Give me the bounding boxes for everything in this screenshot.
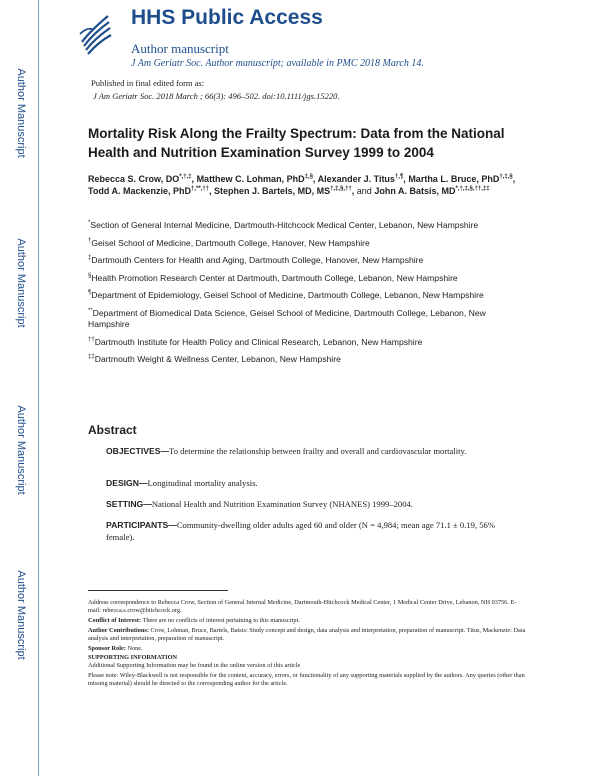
wiley-note: Please note: Wiley-Blackwell is not responsible for the content, accuracy, errors, or functionality of any supporting materials supplied by the authors. Any queries (other than missing material) should be directed to the corresponding author for the article. bbox=[88, 672, 525, 688]
affiliation: *Section of General Internal Medicine, Dartmouth-Hitchcock Medical Center, Lebanon, New Hampshire bbox=[88, 220, 479, 230]
footnote-divider bbox=[88, 590, 228, 591]
author-manuscript-label: Author manuscript bbox=[131, 41, 229, 56]
affiliation: ††Dartmouth Institute for Health Policy and Clinical Research, Lebanon, New Hampshire bbox=[88, 336, 423, 347]
author-name: Stephen J. Bartels, MD, MS bbox=[214, 186, 331, 196]
affiliation: ¶Department of Epidemiology, Geisel School of Medicine, Dartmouth College, Lebanon, New Hampshire bbox=[88, 290, 484, 300]
affiliations bbox=[88, 220, 528, 372]
paper-title: Mortality Risk Along the Frailty Spectrum: Data from the National Health and Nutrition Examination Survey 1999 to 2004 bbox=[88, 126, 505, 160]
author-name: Rebecca S. Crow, DO bbox=[88, 174, 180, 184]
affiliation: ‡‡Dartmouth Weight & Wellness Center, Lebanon, New Hampshire bbox=[88, 354, 341, 364]
contributions-note: Author Contributions: Crow, Lohman, Bruce, Bartels, Batsis: Study concept and design, data analysis and interpretation, preparation of manuscript. Titus, Mackenzie: Data analysis and interpretation, preparation of manuscript. bbox=[88, 626, 526, 642]
hhs-title: HHS Public Access bbox=[131, 6, 323, 29]
supporting-text: Additional Supporting Information may be found in the online version of this article bbox=[88, 662, 301, 670]
author-name: Matthew C. Lohman, PhD bbox=[196, 174, 305, 184]
sidebar-label: Author Manuscript bbox=[15, 238, 27, 328]
sidebar-label: Author Manuscript bbox=[15, 68, 27, 158]
author-name: Martha L. Bruce, PhD bbox=[408, 174, 500, 184]
correspondence-note: Address correspondence to Rebecca Crow, Section of General Internal Medicine, Dartmouth-Hitchcock Medical Center, 1 Medical Center Drive, Lebanon, NH 03756. E-mail: rebecca.s.crow@hitchcock.org. bbox=[88, 599, 517, 615]
author-name: Todd A. Mackenzie, PhD bbox=[88, 186, 192, 196]
abstract-design: DESIGN—Longitudinal mortality analysis. bbox=[106, 478, 258, 488]
affiliation: §Health Promotion Research Center at Dartmouth, Dartmouth College, Lebanon, New Hampshire bbox=[88, 272, 458, 283]
author-list: Rebecca S. Crow, DO*,†,‡, Matthew C. Lohman, PhD‡,§, Alexander J. Titus†,¶, Martha L. Bruce, PhD†,‡,§, Todd A. Mackenzie, PhD†,**,††, Stephen J. Bartels, MD, MS†,‡,§,††, and John A. Batsis, MD*,†,‡,§,††,‡‡ bbox=[88, 174, 516, 196]
author-name: John A. Batsis, MD bbox=[374, 186, 456, 196]
affiliation: ‡Dartmouth Centers for Health and Aging, Dartmouth College, Hanover, New Hampshire bbox=[88, 255, 424, 265]
citation: J Am Geriatr Soc. 2018 March ; 66(3): 496–502. doi:10.1111/jgs.15220. bbox=[93, 91, 340, 101]
sponsor-note: Sponsor Role: None. bbox=[88, 644, 143, 652]
abstract-objectives: OBJECTIVES—To determine the relationship between frailty and overall and cardiovascular mortality. bbox=[106, 446, 467, 456]
sidebar-label: Author Manuscript bbox=[15, 405, 27, 495]
sidebar-divider bbox=[38, 0, 39, 776]
supporting-heading: SUPPORTING INFORMATION bbox=[88, 654, 178, 662]
affiliation: **Department of Biomedical Data Science, Geisel School of Medicine, Dartmouth College, Lebanon, New Hampshire bbox=[88, 307, 486, 329]
affiliation: †Geisel School of Medicine, Dartmouth College, Hanover, New Hampshire bbox=[88, 237, 370, 248]
conflict-note: Conflict of Interest: There are no conflicts of interest pertaining to this manuscript. bbox=[88, 616, 300, 624]
author-name: Alexander J. Titus bbox=[317, 174, 395, 184]
sidebar-label: Author Manuscript bbox=[15, 570, 27, 660]
abstract-heading: Abstract bbox=[88, 423, 137, 437]
hhs-eagle-logo-icon bbox=[78, 12, 112, 56]
footnotes bbox=[88, 599, 528, 690]
availability-line: J Am Geriatr Soc. Author manuscript; available in PMC 2018 March 14. bbox=[131, 58, 424, 69]
published-label: Published in final edited form as: bbox=[91, 78, 205, 88]
abstract-participants: PARTICIPANTS—Community-dwelling older adults aged 60 and older (N = 4,984; mean age 71.1 ± 0.19, 56% female). bbox=[106, 520, 495, 542]
abstract-setting: SETTING—National Health and Nutrition Examination Survey (NHANES) 1999–2004. bbox=[106, 499, 413, 509]
